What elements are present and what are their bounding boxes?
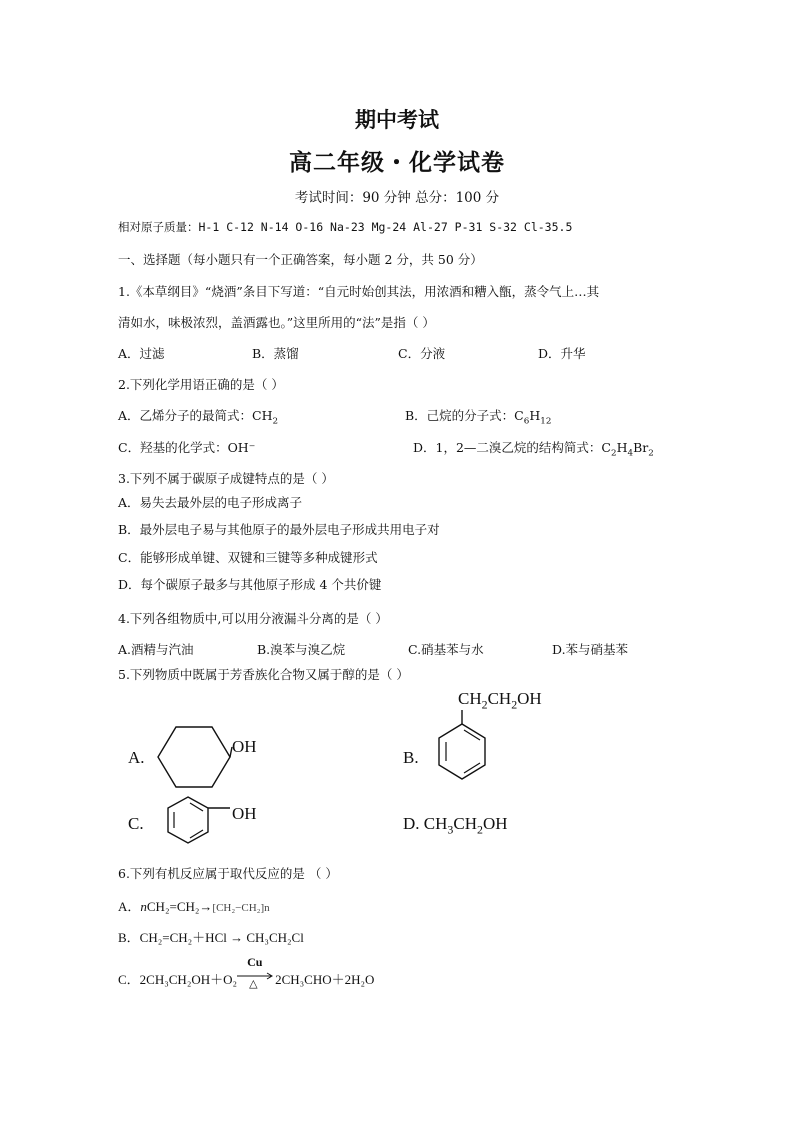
q3-option-b: B．最外层电子易与其他原子的最外层电子形成共用电子对 xyxy=(118,522,440,537)
exam-title: 期中考试 xyxy=(355,107,439,132)
q4-option-a: A.酒精与汽油 xyxy=(118,642,194,657)
q2-stem: 2.下列化学用语正确的是（ ） xyxy=(118,377,284,392)
q6-option-b: B．CH₂=CH₂＋HCl → CH₃CH₂Cl xyxy=(118,930,304,945)
q3-option-a: A．易失去最外层的电子形成离子 xyxy=(118,495,303,510)
heat-symbol: △ xyxy=(249,978,258,991)
q4-stem: 4.下列各组物质中,可以用分液漏斗分离的是（ ） xyxy=(118,611,388,626)
q6-option-a: A．nCH₂=CH₂→[CH₂−CH₂]n xyxy=(118,899,270,914)
q1-option-a: A．过滤 xyxy=(118,346,165,361)
exam-info: 考试时间：90 分钟 总分：100 分 xyxy=(294,190,500,206)
reaction-arrow xyxy=(237,955,275,991)
q4-option-b: B.溴苯与溴乙烷 xyxy=(257,642,346,657)
section-heading: 一、选择题（每小题只有一个正确答案，每小题 2 分，共 50 分） xyxy=(118,252,483,267)
q5-option-a-label: A. xyxy=(128,748,145,767)
q5-option-b-chain: $CH_2CH_2OH$ xyxy=(458,689,542,712)
cyclohexane-ring-diagram xyxy=(160,722,240,792)
exam-subtitle: 高二年级・化学试卷 xyxy=(289,149,505,176)
q5-option-c-oh: OH xyxy=(232,804,257,823)
catalyst-label: Cu xyxy=(247,955,263,970)
q1-stem-line1: 1.《本草纲目》“烧酒”条目下写道：“自元时始创其法，用浓酒和糟入甑，蒸令气上…其 xyxy=(118,284,600,299)
q2-option-c: C．羟基的化学式：OH⁻ xyxy=(118,440,256,455)
q2-option-b: B．己烷的分子式：$C_6H_{12}$ xyxy=(405,408,552,427)
benzene-ring-diagram-b xyxy=(436,710,492,790)
q2-option-a: A．乙烯分子的最简式：$CH_2$ xyxy=(118,408,279,427)
q5-stem: 5.下列物质中既属于芳香族化合物又属于醇的是（ ） xyxy=(118,667,409,682)
q3-stem: 3.下列不属于碳原子成键特点的是（ ） xyxy=(118,471,334,486)
q5-option-d: D. $CH_3CH_2OH$ xyxy=(403,814,508,837)
q4-option-c: C.硝基苯与水 xyxy=(408,642,484,657)
q5-option-b-label: B. xyxy=(403,748,419,767)
q1-stem-line2: 清如水，味极浓烈，盖酒露也。”这里所用的“法”是指（ ） xyxy=(118,315,435,330)
q6-stem: 6.下列有机反应属于取代反应的是 （ ） xyxy=(118,866,338,881)
q3-option-d: D．每个碳原子最多与其他原子形成 4 个共价键 xyxy=(118,577,382,592)
q2-option-d: D．1，2—二溴乙烷的结构简式：$C_2H_4Br_2$ xyxy=(413,440,654,459)
q1-option-b: B．蒸馏 xyxy=(252,346,299,361)
q1-option-c: C．分液 xyxy=(398,346,446,361)
q1-option-d: D．升华 xyxy=(538,346,586,361)
q6-option-c: C．2CH₃CH₂OH＋O₂ Cu △ 2CH₃CHO＋2H₂O xyxy=(118,955,375,991)
q5-option-c-label: C. xyxy=(128,814,144,833)
q3-option-c: C．能够形成单键、双键和三键等多种成键形式 xyxy=(118,550,378,565)
q4-option-d: D.苯与硝基苯 xyxy=(552,642,629,657)
atomic-masses: 相对原子质量：H-1 C-12 N-14 O-16 Na-23 Mg-24 Al-27 P-31 S-32 Cl-35.5 xyxy=(118,220,573,234)
q5-option-a-oh: OH xyxy=(232,737,257,756)
benzene-ring-diagram-c xyxy=(164,795,234,851)
